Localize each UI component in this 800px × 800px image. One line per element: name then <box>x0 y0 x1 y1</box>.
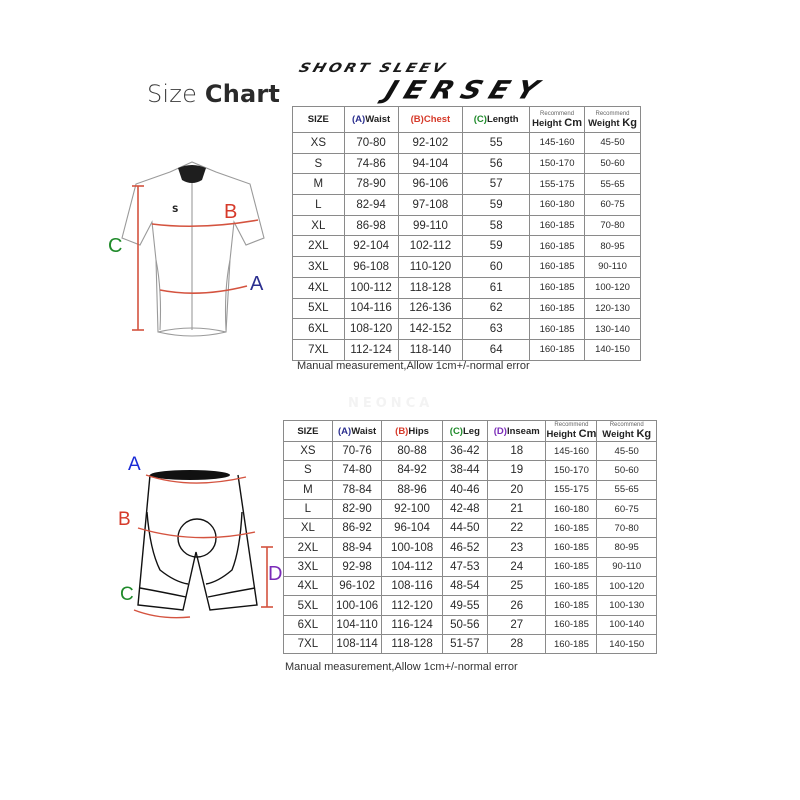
table-cell-size: 7XL <box>293 339 345 360</box>
table-cell-size: M <box>284 480 333 499</box>
table-cell-inseam: 23 <box>488 538 546 557</box>
table-cell-waist: 104-110 <box>332 615 382 634</box>
length-measure-line <box>132 186 144 330</box>
table-cell-leg: 49-55 <box>442 596 487 615</box>
table-cell-size: S <box>284 461 333 480</box>
table-cell-waist: 74-80 <box>332 461 382 480</box>
table-row <box>284 577 657 596</box>
table-cell-leg: 50-56 <box>442 615 487 634</box>
table-cell-length: 56 <box>463 153 530 174</box>
table-cell-height: 160-185 <box>546 634 597 653</box>
table-cell-size: 2XL <box>284 538 333 557</box>
table-row <box>293 277 641 298</box>
table-cell-hips: 116-124 <box>382 615 442 634</box>
table-cell-chest: 118-128 <box>398 277 463 298</box>
table-cell-size: 3XL <box>284 557 333 576</box>
table-cell-waist: 70-76 <box>332 442 382 461</box>
table-cell-length: 57 <box>463 174 530 195</box>
table-cell-size: 5XL <box>284 596 333 615</box>
table-cell-size: 7XL <box>284 634 333 653</box>
table-cell-height: 160-185 <box>546 596 597 615</box>
table-cell-chest: 142-152 <box>398 319 463 340</box>
table-cell-waist: 82-90 <box>332 499 382 518</box>
table-cell-chest: 126-136 <box>398 298 463 319</box>
table-cell-weight: 70-80 <box>597 519 657 538</box>
table-cell-weight: 60-75 <box>597 499 657 518</box>
table-cell-height: 150-170 <box>530 153 585 174</box>
table-row <box>293 257 641 278</box>
shorts-diagram <box>110 440 290 620</box>
table-cell-weight: 100-120 <box>597 577 657 596</box>
label-c: C <box>120 584 134 605</box>
table-cell-size: 5XL <box>293 298 345 319</box>
label-a: A <box>250 273 264 295</box>
jersey-measurement-note: Manual measurement,Allow 1cm+/-normal error <box>297 360 530 372</box>
table-cell-height: 155-175 <box>546 480 597 499</box>
label-d: D <box>268 563 283 585</box>
table-cell-inseam: 21 <box>488 499 546 518</box>
table-row <box>284 461 657 480</box>
table-cell-waist: 92-98 <box>332 557 382 576</box>
table-cell-height: 160-180 <box>546 499 597 518</box>
table-cell-inseam: 24 <box>488 557 546 576</box>
label-b: B <box>118 509 131 530</box>
table-row <box>293 153 641 174</box>
table-cell-waist: 82-94 <box>344 195 398 216</box>
table-cell-height: 155-175 <box>530 174 585 195</box>
table-cell-weight: 55-65 <box>597 480 657 499</box>
table-header-row <box>284 421 657 442</box>
col-length: (C)Length <box>463 107 530 133</box>
col-waist: (A)Waist <box>344 107 398 133</box>
table-row <box>284 519 657 538</box>
table-cell-inseam: 19 <box>488 461 546 480</box>
col-hips: (B)Hips <box>382 421 442 442</box>
table-cell-size: XL <box>284 519 333 538</box>
col-weight: Recommend Weight Kg <box>585 107 641 133</box>
leg-measure-line <box>134 610 190 618</box>
table-cell-height: 145-160 <box>530 133 585 154</box>
table-cell-hips: 88-96 <box>382 480 442 499</box>
table-cell-size: 4XL <box>293 277 345 298</box>
brand-logo-icon: S <box>172 205 179 215</box>
table-cell-weight: 100-120 <box>585 277 641 298</box>
table-cell-weight: 80-95 <box>585 236 641 257</box>
table-cell-inseam: 22 <box>488 519 546 538</box>
col-inseam: (D)Inseam <box>488 421 546 442</box>
label-c: C <box>108 235 123 257</box>
table-cell-waist: 100-112 <box>344 277 398 298</box>
table-cell-leg: 47-53 <box>442 557 487 576</box>
table-row <box>284 480 657 499</box>
table-cell-waist: 100-106 <box>332 596 382 615</box>
table-cell-chest: 96-106 <box>398 174 463 195</box>
table-cell-leg: 36-42 <box>442 442 487 461</box>
table-row <box>293 133 641 154</box>
table-row <box>284 499 657 518</box>
table-cell-leg: 40-46 <box>442 480 487 499</box>
table-row <box>284 442 657 461</box>
collar-icon <box>178 165 206 183</box>
table-row <box>284 538 657 557</box>
table-cell-leg: 42-48 <box>442 499 487 518</box>
table-cell-waist: 86-98 <box>344 215 398 236</box>
table-cell-hips: 96-104 <box>382 519 442 538</box>
table-cell-leg: 48-54 <box>442 577 487 596</box>
table-cell-height: 160-180 <box>530 195 585 216</box>
table-cell-weight: 70-80 <box>585 215 641 236</box>
hips-measure-line <box>138 528 255 538</box>
table-cell-length: 62 <box>463 298 530 319</box>
table-cell-leg: 38-44 <box>442 461 487 480</box>
jersey-outline <box>122 162 264 336</box>
table-cell-weight: 130-140 <box>585 319 641 340</box>
table-cell-waist: 86-92 <box>332 519 382 538</box>
table-cell-waist: 88-94 <box>332 538 382 557</box>
table-cell-hips: 108-116 <box>382 577 442 596</box>
table-cell-height: 160-185 <box>546 577 597 596</box>
table-cell-size: XS <box>284 442 333 461</box>
table-cell-length: 63 <box>463 319 530 340</box>
table-cell-inseam: 20 <box>488 480 546 499</box>
table-cell-size: M <box>293 174 345 195</box>
table-header-row <box>293 107 641 133</box>
col-weight: Recommend Weight Kg <box>597 421 657 442</box>
table-cell-length: 64 <box>463 339 530 360</box>
watermark: NEONCA <box>348 396 434 411</box>
title-bold: Chart <box>204 80 281 108</box>
table-cell-size: XS <box>293 133 345 154</box>
table-cell-height: 160-185 <box>530 277 585 298</box>
table-cell-size: 4XL <box>284 577 333 596</box>
table-cell-weight: 140-150 <box>585 339 641 360</box>
table-cell-weight: 60-75 <box>585 195 641 216</box>
table-cell-weight: 90-110 <box>585 257 641 278</box>
table-cell-length: 61 <box>463 277 530 298</box>
table-cell-length: 55 <box>463 133 530 154</box>
table-cell-length: 58 <box>463 215 530 236</box>
col-size: SIZE <box>284 421 333 442</box>
table-cell-hips: 112-120 <box>382 596 442 615</box>
table-cell-chest: 92-102 <box>398 133 463 154</box>
table-cell-size: 3XL <box>293 257 345 278</box>
table-cell-chest: 99-110 <box>398 215 463 236</box>
table-cell-height: 160-185 <box>546 557 597 576</box>
waistband-icon <box>150 470 230 480</box>
table-cell-hips: 80-88 <box>382 442 442 461</box>
table-cell-hips: 92-100 <box>382 499 442 518</box>
table-cell-chest: 97-108 <box>398 195 463 216</box>
chest-measure-line <box>152 220 258 226</box>
table-cell-chest: 102-112 <box>398 236 463 257</box>
table-cell-height: 160-185 <box>546 519 597 538</box>
table-cell-waist: 92-104 <box>344 236 398 257</box>
table-cell-size: L <box>284 499 333 518</box>
table-row <box>293 215 641 236</box>
table-row <box>293 319 641 340</box>
table-cell-weight: 100-140 <box>597 615 657 634</box>
table-row <box>293 195 641 216</box>
table-row <box>293 339 641 360</box>
label-b: B <box>224 201 238 223</box>
table-row <box>284 615 657 634</box>
table-cell-weight: 100-130 <box>597 596 657 615</box>
table-row <box>284 634 657 653</box>
table-cell-length: 59 <box>463 236 530 257</box>
table-cell-weight: 120-130 <box>585 298 641 319</box>
product-heading-line2: JERSEY <box>381 75 551 105</box>
table-cell-waist: 96-102 <box>332 577 382 596</box>
table-cell-size: 6XL <box>293 319 345 340</box>
table-cell-chest: 110-120 <box>398 257 463 278</box>
table-cell-size: L <box>293 195 345 216</box>
table-row <box>293 236 641 257</box>
page-title <box>147 80 280 108</box>
table-row <box>293 174 641 195</box>
table-cell-weight: 140-150 <box>597 634 657 653</box>
table-row <box>284 596 657 615</box>
jersey-diagram <box>100 140 285 340</box>
table-row <box>293 298 641 319</box>
table-cell-inseam: 28 <box>488 634 546 653</box>
jersey-size-table <box>292 106 641 361</box>
table-cell-leg: 51-57 <box>442 634 487 653</box>
table-cell-weight: 50-60 <box>597 461 657 480</box>
table-cell-inseam: 25 <box>488 577 546 596</box>
table-cell-waist: 104-116 <box>344 298 398 319</box>
table-cell-inseam: 27 <box>488 615 546 634</box>
table-cell-waist: 112-124 <box>344 339 398 360</box>
table-cell-size: 2XL <box>293 236 345 257</box>
table-cell-weight: 45-50 <box>585 133 641 154</box>
table-cell-height: 160-185 <box>530 339 585 360</box>
table-cell-hips: 118-128 <box>382 634 442 653</box>
table-cell-size: S <box>293 153 345 174</box>
shorts-measurement-note: Manual measurement,Allow 1cm+/-normal error <box>285 661 518 673</box>
table-cell-length: 59 <box>463 195 530 216</box>
table-cell-waist: 108-114 <box>332 634 382 653</box>
table-cell-height: 160-185 <box>546 538 597 557</box>
table-cell-length: 60 <box>463 257 530 278</box>
table-cell-inseam: 18 <box>488 442 546 461</box>
table-cell-waist: 78-84 <box>332 480 382 499</box>
table-cell-weight: 50-60 <box>585 153 641 174</box>
col-height: Recommend Height Cm <box>546 422 597 440</box>
table-cell-hips: 84-92 <box>382 461 442 480</box>
col-chest: (B)Chest <box>398 107 463 133</box>
table-cell-chest: 94-104 <box>398 153 463 174</box>
table-cell-chest: 118-140 <box>398 339 463 360</box>
col-size: SIZE <box>293 107 345 133</box>
table-cell-weight: 45-50 <box>597 442 657 461</box>
col-height: Recommend Height Cm <box>530 107 585 133</box>
table-cell-height: 160-185 <box>530 298 585 319</box>
table-cell-size: XL <box>293 215 345 236</box>
table-cell-weight: 80-95 <box>597 538 657 557</box>
table-cell-weight: 55-65 <box>585 174 641 195</box>
table-cell-inseam: 26 <box>488 596 546 615</box>
table-cell-size: 6XL <box>284 615 333 634</box>
table-cell-waist: 108-120 <box>344 319 398 340</box>
table-cell-height: 160-185 <box>530 236 585 257</box>
table-cell-height: 160-185 <box>546 615 597 634</box>
table-cell-height: 160-185 <box>530 215 585 236</box>
col-leg: (C)Leg <box>442 421 487 442</box>
table-cell-height: 160-185 <box>530 257 585 278</box>
table-row <box>284 557 657 576</box>
table-cell-height: 145-160 <box>546 442 597 461</box>
table-cell-hips: 104-112 <box>382 557 442 576</box>
table-cell-leg: 44-50 <box>442 519 487 538</box>
title-light: Size <box>147 80 205 108</box>
table-cell-leg: 46-52 <box>442 538 487 557</box>
label-a: A <box>128 454 141 475</box>
table-cell-waist: 96-108 <box>344 257 398 278</box>
table-cell-waist: 70-80 <box>344 133 398 154</box>
table-cell-waist: 74-86 <box>344 153 398 174</box>
shorts-size-table <box>283 420 657 654</box>
table-cell-height: 150-170 <box>546 461 597 480</box>
table-cell-hips: 100-108 <box>382 538 442 557</box>
col-waist: (A)Waist <box>332 421 382 442</box>
waist-measure-line <box>160 286 247 293</box>
table-cell-weight: 90-110 <box>597 557 657 576</box>
product-heading-line1: SHORT SLEEV <box>297 60 450 76</box>
table-cell-height: 160-185 <box>530 319 585 340</box>
table-cell-waist: 78-90 <box>344 174 398 195</box>
